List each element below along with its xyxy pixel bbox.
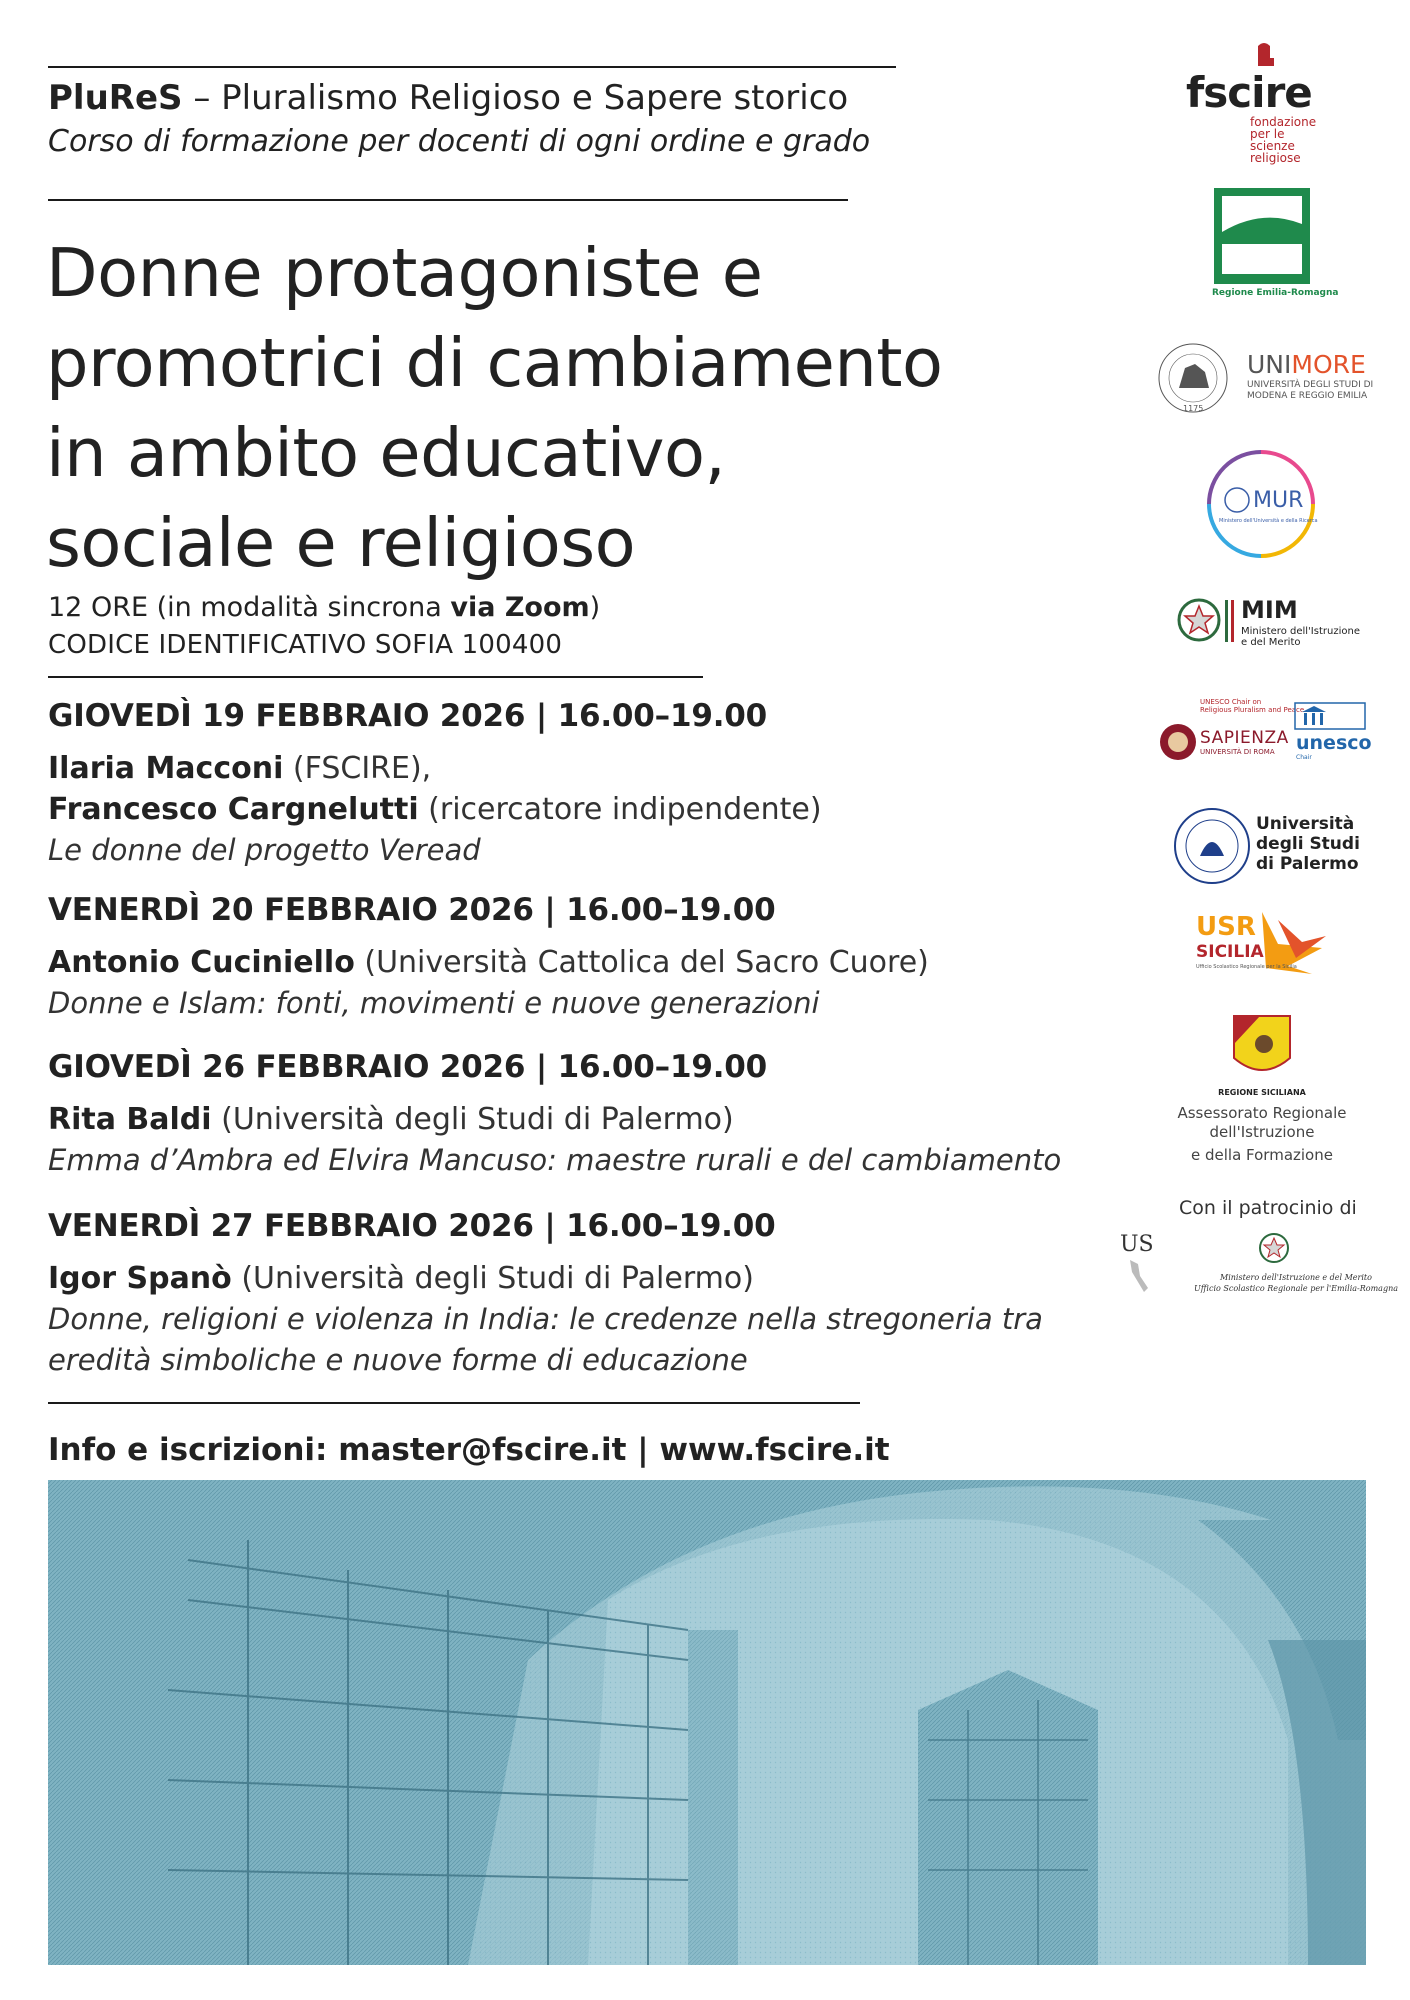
session-topic: Emma d’Ambra ed Elvira Mancuso: maestre rurali e del cambiamento (48, 1143, 1062, 1177)
session-topic: Donne e Islam: fonti, movimenti e nuove generazioni (48, 986, 820, 1020)
mim-flag-bar (1231, 600, 1234, 642)
session-date: VENERDÌ 27 FEBBRAIO 2026 | 16.00–19.00 (48, 1208, 776, 1244)
usr-name: USR (1196, 912, 1256, 942)
fscire-logo (1180, 38, 1330, 165)
course-audience: Corso di formazione per docenti di ogni ordine e grado (48, 124, 871, 159)
page-title (46, 228, 1046, 588)
course-hours: 12 ORE (in modalità sincrona via Zoom) (48, 592, 601, 623)
session-date: GIOVEDÌ 19 FEBBRAIO 2026 | 16.00–19.00 (48, 698, 768, 734)
speaker: Antonio Cuciniello (Università Cattolica del Sacro Cuore) (48, 945, 929, 980)
fscire-name: fscire (1186, 68, 1312, 117)
palermo-seal-icon (1172, 806, 1252, 886)
title-line: in ambito educativo, (46, 414, 726, 492)
session-3 (48, 1049, 1108, 1181)
session-topic: Donne, religioni e violenza in India: le credenze nella stregoneria tra (48, 1302, 1043, 1336)
sapienza-name: SAPIENZA (1200, 728, 1289, 748)
title-line: sociale e religioso (46, 504, 636, 582)
patronage-label: Con il patrocinio di (1179, 1197, 1357, 1219)
session-date: VENERDÌ 20 FEBBRAIO 2026 | 16.00–19.00 (48, 892, 776, 928)
sessions-top-rule (48, 676, 703, 678)
us-mark: US (1120, 1232, 1154, 1257)
unimore-logo (1155, 340, 1375, 413)
title-top-rule (48, 199, 848, 201)
unesco-chair-label: UNESCO Chair on Religious Pluralism and Peace (1200, 698, 1305, 714)
sapienza-unesco-logo (1158, 698, 1370, 766)
usr-sub: Ufficio Scolastico Regionale per la Sicilia (1196, 964, 1297, 970)
assessorato-label: Assessorato Regionale dell'Istruzione e della Formazione (1177, 1104, 1347, 1164)
sapienza-seal-icon (1158, 722, 1198, 762)
top-rule (48, 66, 896, 68)
arch-engraving-image (48, 1480, 1366, 1965)
mur-sub: Ministero dell'Università e della Ricerca (1219, 518, 1318, 524)
unimore-year: 1175 (1183, 404, 1204, 413)
usr-sicilia-logo (1192, 908, 1332, 978)
speaker: Francesco Cargnelutti (ricercatore indipendente) (48, 792, 822, 827)
emilia-romagna-mark-icon (1212, 186, 1312, 286)
italian-emblem-icon (1175, 594, 1231, 646)
unesco-name: unesco (1296, 732, 1372, 754)
usr-emilia-romagna-logo (1116, 1230, 1398, 1300)
sofia-code: CODICE IDENTIFICATIVO SOFIA 100400 (48, 630, 563, 660)
italian-emblem-icon (1254, 1230, 1294, 1266)
unimore-wordmark: UNIMORE (1247, 350, 1366, 379)
speaker: Ilaria Macconi (FSCIRE), (48, 751, 432, 786)
regione-siciliana-logo (1172, 1014, 1352, 1164)
emilia-romagna-logo (1212, 186, 1339, 304)
italy-map-icon (1124, 1258, 1154, 1298)
info-top-rule (48, 1402, 860, 1404)
mim-name: MIM (1241, 596, 1298, 624)
regione-siciliana-label: REGIONE SICILIANA (1218, 1088, 1306, 1097)
unimore-sub: UNIVERSITÀ DEGLI STUDI DI MODENA E REGGIO EMILIA (1247, 380, 1374, 401)
arch-illustration (48, 1480, 1366, 1965)
palermo-name: Università degli Studi di Palermo (1256, 814, 1360, 874)
trinacria-shield-icon (1232, 1014, 1292, 1082)
session-2 (48, 892, 1108, 1024)
speaker: Rita Baldi (Università degli Studi di Palermo) (48, 1102, 734, 1137)
mim-sub: Ministero dell'Istruzione e del Merito (1241, 626, 1360, 648)
usr-region: SICILIA (1196, 942, 1264, 962)
title-line: promotrici di cambiamento (46, 324, 943, 402)
session-1 (48, 698, 1108, 871)
patronage-ministry: Ministero dell'Istruzione e del Merito Ufficio Scolastico Regionale per l'Emilia-Romagna (1194, 1273, 1398, 1293)
course-name: PluReS – Pluralismo Religioso e Sapere storico (48, 78, 849, 118)
session-4 (48, 1208, 1108, 1381)
contact-info[interactable]: Info e iscrizioni: master@fscire.it | www.fscire.it (48, 1432, 890, 1468)
title-line: Donne protagoniste e (46, 234, 763, 312)
session-topic: Le donne del progetto Veread (48, 833, 481, 867)
unesco-sub: Chair (1296, 754, 1312, 761)
mur-logo (1205, 448, 1317, 560)
speaker: Igor Spanò (Università degli Studi di Palermo) (48, 1261, 754, 1296)
mur-name: MUR (1253, 488, 1304, 513)
sapienza-sub: UNIVERSITÀ DI ROMA (1200, 748, 1275, 756)
palermo-logo (1172, 806, 1362, 886)
session-date: GIOVEDÌ 26 FEBBRAIO 2026 | 16.00–19.00 (48, 1049, 768, 1085)
emilia-romagna-label: Regione Emilia-Romagna (1212, 288, 1339, 298)
unesco-temple-icon (1294, 702, 1366, 730)
mim-logo (1175, 594, 1360, 650)
fscire-sub: fondazione per le scienze religiose (1250, 115, 1317, 165)
session-topic: eredità simboliche e nuove forme di educazione (48, 1343, 748, 1377)
